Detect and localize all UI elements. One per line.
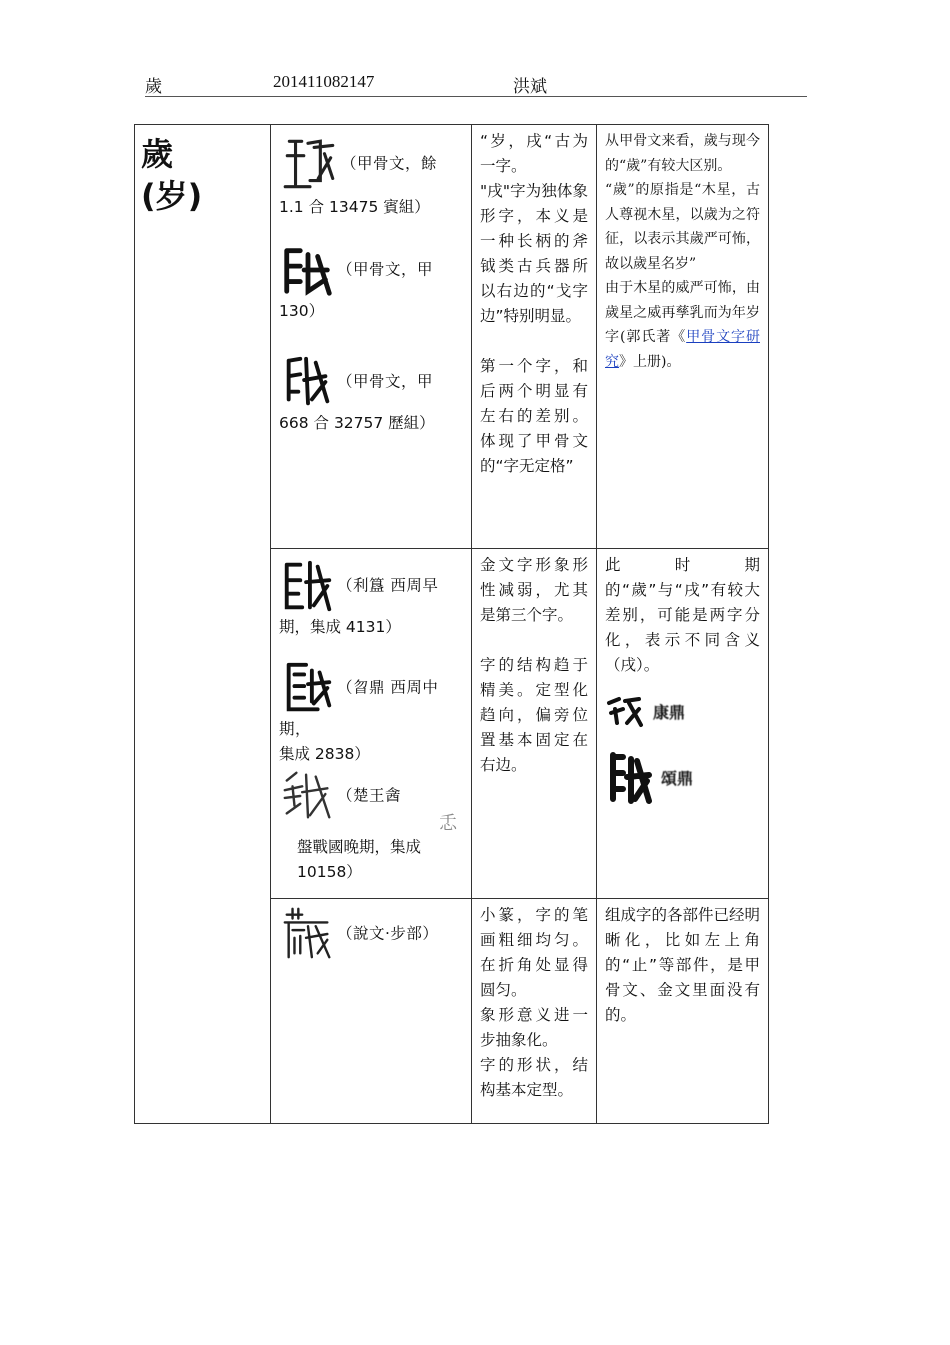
kang-ding-glyph-icon [605, 695, 645, 729]
header-student-id: 201411082147 [273, 72, 375, 91]
simplified-character: (岁) [141, 177, 203, 215]
analysis-cell-bronze [472, 549, 597, 899]
note-cell-bronze [597, 549, 769, 899]
glyph-cell-bronze [271, 549, 472, 899]
analysis-text: 第一个字，和后两个明显有左右的差别。体现了甲骨文的“字无定格” [480, 357, 588, 475]
glyph-caption-source: 期，集成 4131） [279, 618, 401, 636]
song-ding-label: 頌鼎 [661, 768, 694, 788]
glyph-caption: （甲骨文，甲 [337, 372, 434, 391]
glyph-caption: （甲骨文，甲 [337, 260, 434, 279]
glyph-caption: （利簋 西周早 [337, 576, 439, 595]
glyph-caption-source: 盤戰國晚期，集成10158） [297, 838, 422, 881]
header-character: 歲 [145, 77, 162, 97]
note-text [605, 276, 760, 374]
page-header [145, 68, 807, 97]
analysis-cell-oracle-bone [472, 125, 597, 549]
glyph-entry [279, 659, 465, 767]
kang-ding-image [605, 692, 760, 732]
glyph-caption-source: 130） [279, 302, 325, 320]
note-text: 从甲骨文来看，歲与现今的“歲”有较大区别。 [605, 133, 760, 174]
oracle-glyph-3-image [279, 353, 337, 411]
glyph-caption-source: 668 合 32757 歷組） [279, 414, 435, 432]
glyph-entry [279, 557, 465, 640]
song-ding-glyph-icon [605, 749, 655, 807]
analysis-text: 象形意义进一步抽象化。 [480, 1006, 588, 1049]
bronze-glyph-2-image [279, 659, 337, 717]
header-author-name: 洪斌 [513, 77, 547, 97]
oracle-glyph-1-image [279, 133, 341, 195]
note-text: “歲”的原指是“木星，古人尊视木星，以歲为之符征，以表示其歲严可怖，故以歲星名岁” [605, 182, 760, 272]
analysis-text: “岁，戌“古为一字。 [480, 132, 588, 175]
note-cell-seal-script [597, 899, 769, 1124]
character-cell [135, 125, 271, 1124]
analysis-text: 小篆，字的笔画粗细均匀。在折角处显得圆匀。 [480, 906, 588, 999]
note-text-part: 由于木星的威严可怖，由歲星之威再孳乳而为年岁字(郭氏著《 [605, 280, 760, 345]
character-evolution-table [134, 124, 769, 1124]
glyph-caption: （曶鼎 西周中期， [279, 678, 439, 738]
analysis-cell-seal-script [472, 899, 597, 1124]
analysis-text: 金文字形象形性减弱，尤其是第三个字。 [480, 556, 588, 624]
note-text-part: 》上册)。 [619, 353, 681, 370]
bronze-glyph-1-image [279, 557, 337, 615]
glyph-cell-seal-script [271, 899, 472, 1124]
analysis-text: 字的结构趋于精美。定型化趋向，偏旁位置基本固定在右边。 [480, 656, 588, 774]
note-cell-oracle-bone [597, 125, 769, 549]
book-title-link[interactable]: 甲骨文字研究 [605, 329, 760, 370]
glyph-caption-source: 集成 2838） [279, 745, 370, 763]
glyph-entry [279, 905, 465, 963]
note-text: 组成字的各部件已经明晰化，比如左上角的“止”等部件，是甲骨文、金文里面没有的。 [605, 906, 761, 1024]
glyph-entry [279, 133, 465, 220]
seal-glyph-image [279, 905, 337, 963]
glyph-caption-source: 1.1 合 13475 賓組） [279, 198, 430, 216]
analysis-text: 字的形状，结构基本定型。 [480, 1056, 588, 1099]
glyph-entry [279, 353, 465, 436]
inset-glyph: 忎 [439, 813, 457, 834]
kang-ding-label: 康鼎 [653, 702, 686, 722]
glyph-cell-oracle-bone [271, 125, 472, 549]
main-character: 歲 [141, 135, 174, 173]
note-text: 此时期的“歲”与“戌”有较大差别，可能是两字分化，表示不同含义（戌）。 [605, 556, 760, 674]
table-row-oracle-bone [135, 125, 769, 549]
glyph-entry [279, 241, 465, 324]
analysis-text: "戌"字为独体象形字，本义是一种长柄的斧钺类古兵器所以右边的“戈字边”特别明显。 [480, 182, 588, 325]
glyph-caption: （甲骨文，餘 [341, 154, 438, 173]
glyph-entry [279, 767, 465, 885]
song-ding-image [605, 748, 760, 808]
oracle-glyph-2-image [279, 241, 337, 299]
bronze-glyph-3-image [279, 767, 337, 825]
glyph-caption: （楚王酓 [337, 786, 402, 805]
glyph-caption: （說文·步部） [337, 924, 439, 943]
